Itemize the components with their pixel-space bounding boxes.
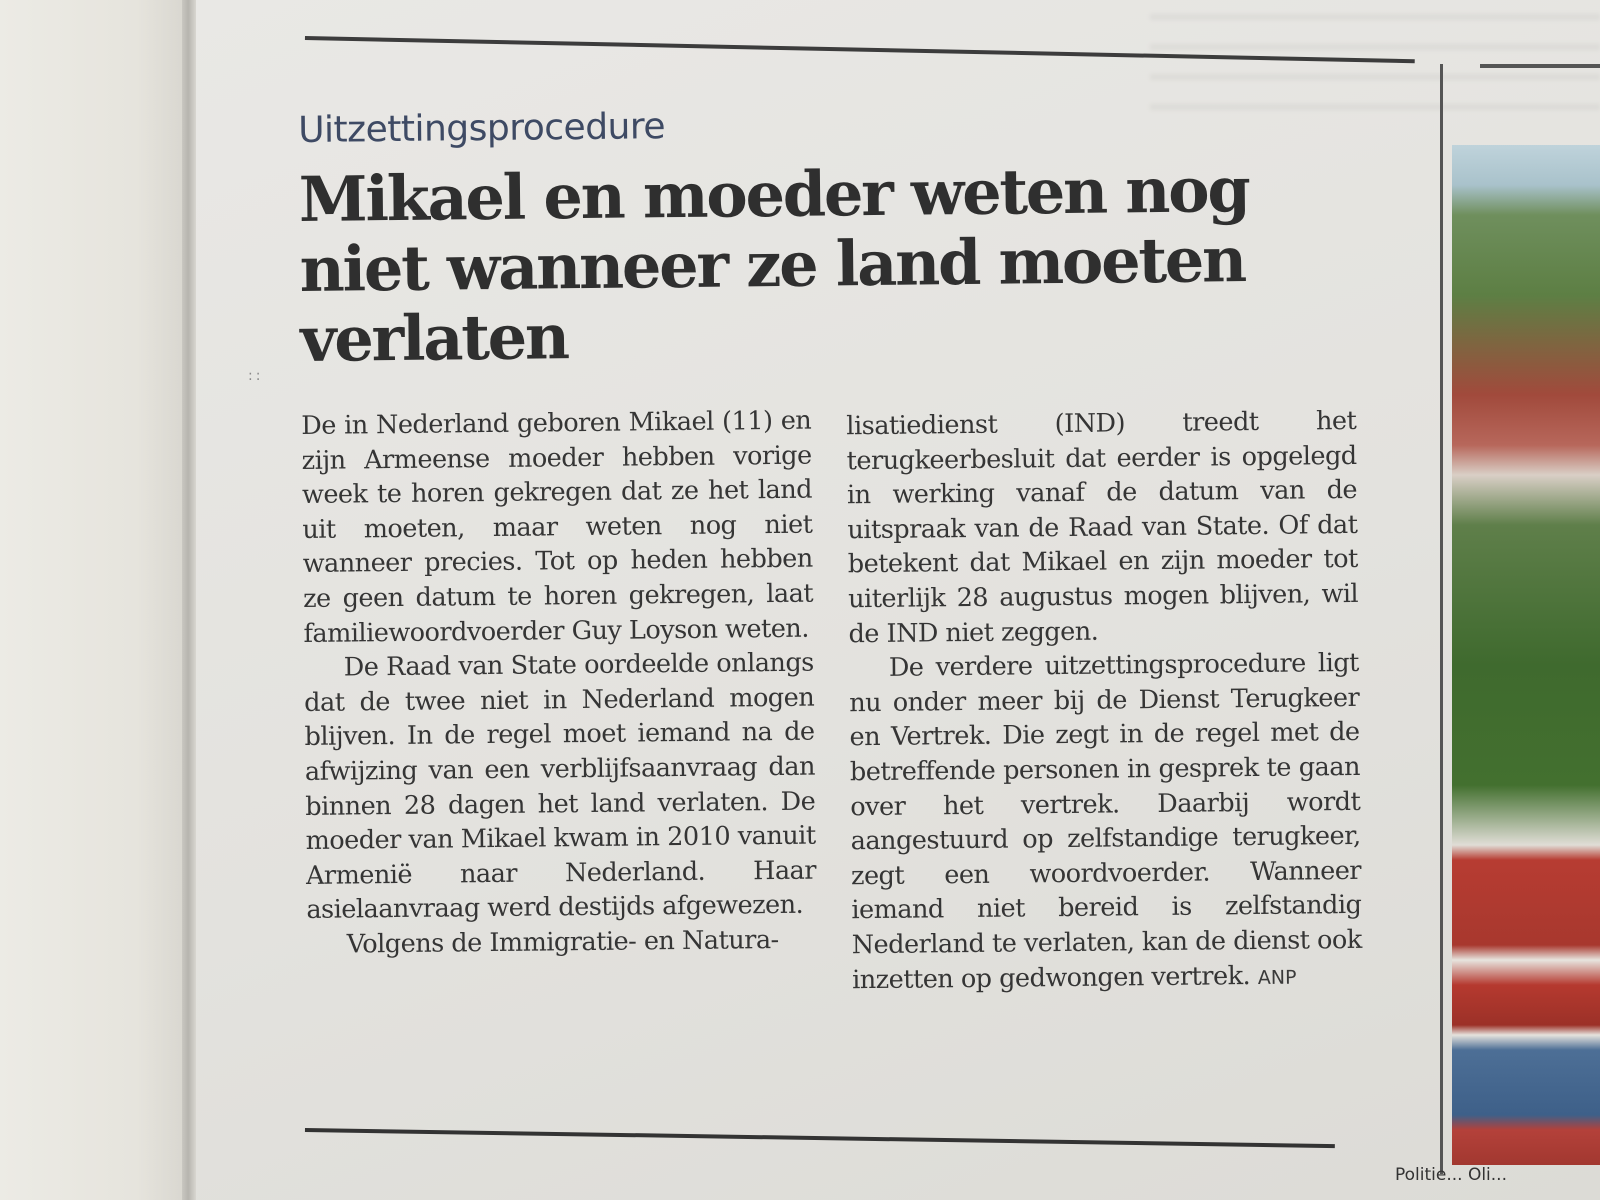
article-paragraph: De in Nederland geboren Mikael (11) en zijn Armeense moeder hebben vorige week te horen gekregen dat ze het land uit moeten, maar weten nog niet wanneer precies. Tot op heden hebben ze geen datum te horen gekregen, laat familiewoordvoerder Guy Loyson weten. — [301, 405, 814, 649]
article-paragraph: De Raad van State oordeelde onlangs dat de twee niet in Nederland mogen blijven. In de regel moet iemand na de afwijzing van een verblijfsaanvraag dan binnen 28 dagen het land verlaten. De moeder van Mikael kwam in 2010 vanuit Armenië naar Nederland. Haar asielaanvraag werd destijds afgewezen. — [304, 647, 817, 926]
page-gutter — [182, 0, 196, 1200]
news-article — [298, 99, 1388, 1089]
article-column-right — [846, 404, 1362, 999]
article-paragraph-text: De verdere uitzettingsprocedure ligt nu onder meer bij de Dienst Terugkeer en Vertrek. Die zegt in de regel met de betreffende personen in gesprek te gaan over het vertrek. Daarbij wordt aangestuurd op zelfstandige terugkeer, zegt een woordvoerder. Wanneer iemand niet bereid is zelfstandig Nederland te verlaten, kan de dienst ook inzetten op gedwongen vertrek. — [849, 648, 1362, 995]
adjacent-page — [0, 0, 195, 1200]
adjacent-article-rule — [1480, 64, 1600, 68]
print-marks: :: — [248, 368, 264, 384]
article-kicker: Uitzettingsprocedure — [298, 106, 666, 151]
article-body — [301, 398, 1388, 1089]
column-divider — [1440, 64, 1443, 1174]
adjacent-photo — [1452, 145, 1600, 1165]
article-paragraph-last — [849, 646, 1363, 999]
article-column-left — [301, 404, 817, 963]
article-paragraph: Volgens de Immigratie- en Natura- — [346, 924, 779, 960]
article-headline: Mikael en moeder weten nog niet wanneer ze land moeten verlaten — [298, 153, 1249, 376]
adjacent-photo-caption: Politie... Oli... — [1395, 1165, 1507, 1185]
article-byline: ANP — [1257, 966, 1297, 989]
article-paragraph: lisatiedienst (IND) treedt het terugkeerbesluit dat eerder is opgelegd in werking vanaf de datum van de uitspraak van de Raad van State. Of dat betekent dat Mikael en zijn moeder tot uiterlijk 28 augustus mogen blijven, wil de IND niet zeggen. — [846, 405, 1359, 649]
